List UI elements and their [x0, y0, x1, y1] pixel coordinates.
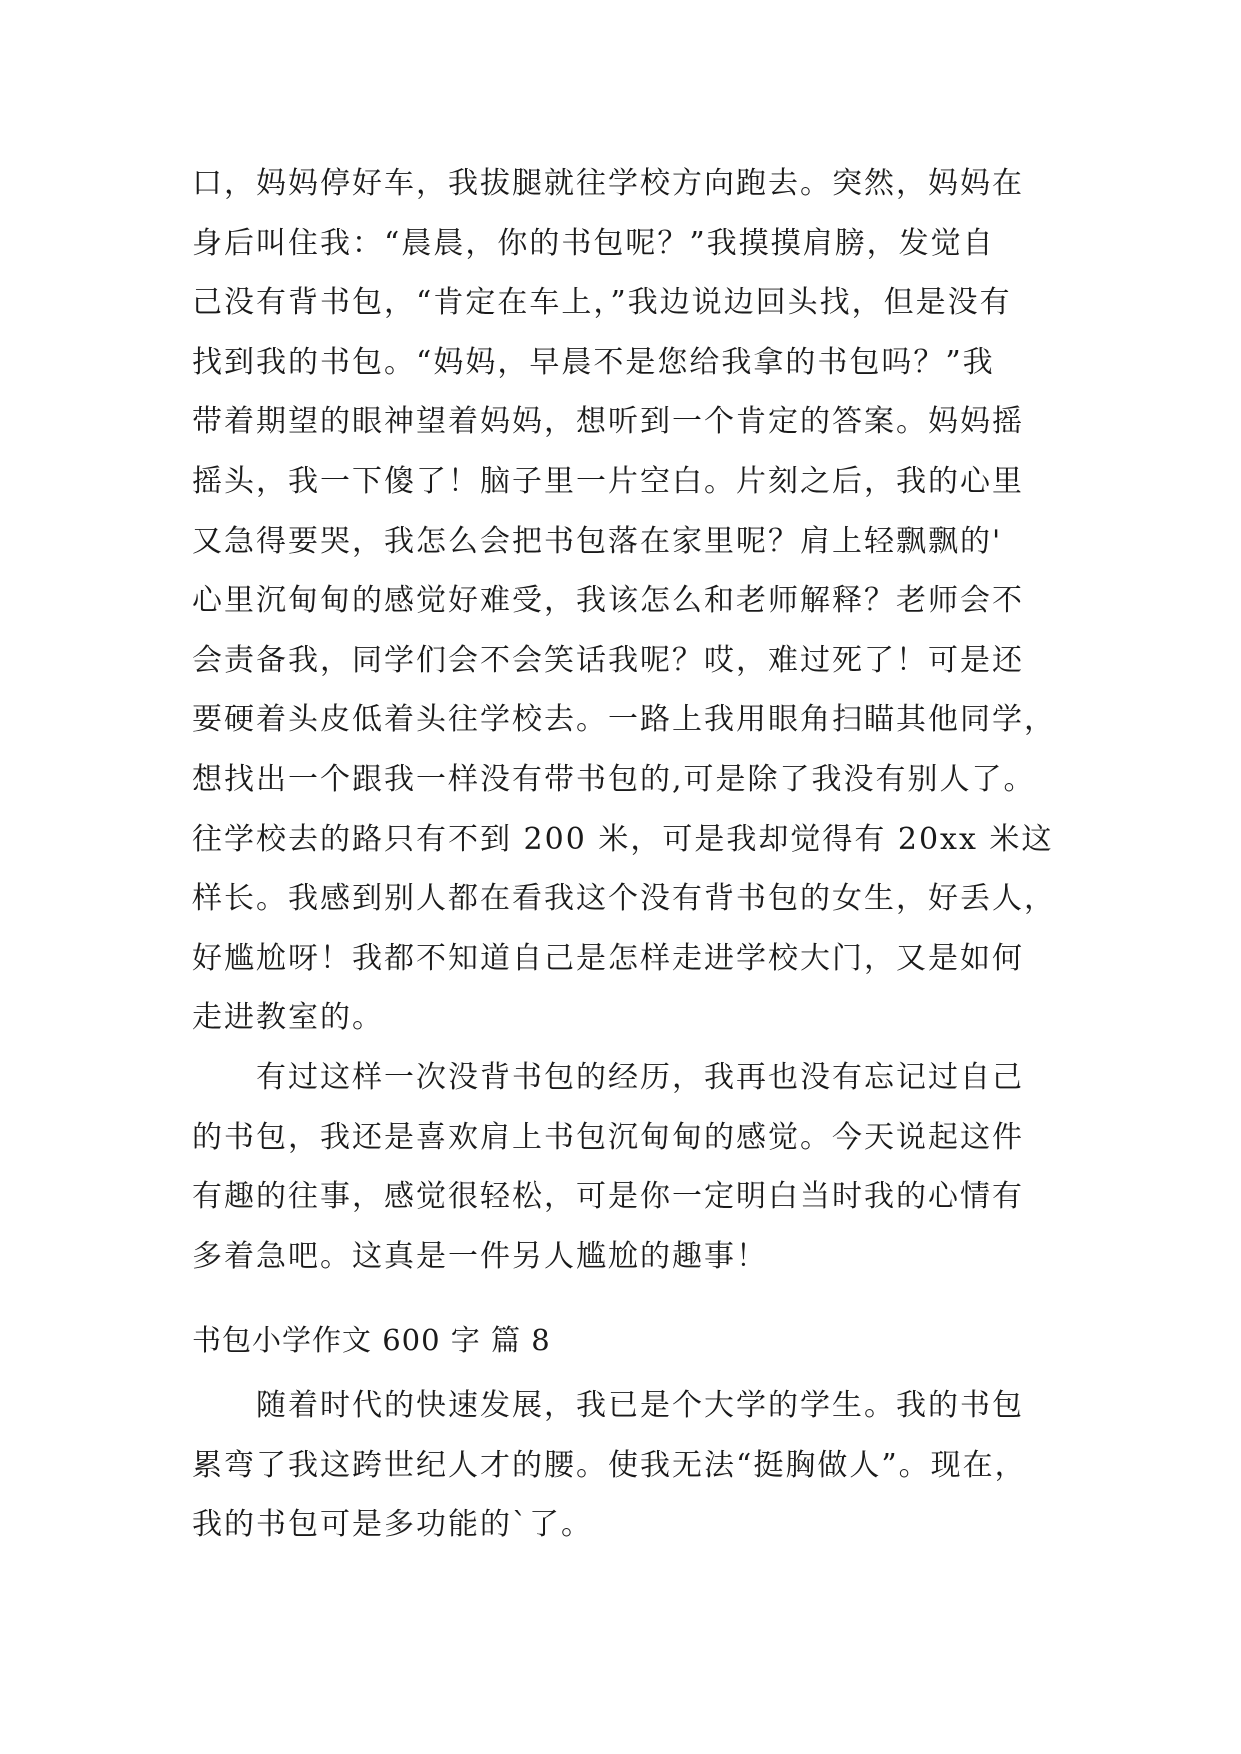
text-line: 好尴尬呀！我都不知道自己是怎样走进学校大门，又是如何 — [192, 940, 1024, 976]
text-line: 会责备我，同学们会不会笑话我呢？哎，难过死了！可是还 — [192, 642, 1024, 678]
text-line: 多着急吧。这真是一件另人尴尬的趣事！ — [192, 1238, 768, 1274]
text-line: 往学校去的路只有不到 200 米，可是我却觉得有 20xx 米这 — [192, 821, 1054, 857]
text-line: 又急得要哭，我怎么会把书包落在家里呢？肩上轻飘飘的' — [192, 523, 1003, 559]
text-line: 要硬着头皮低着头往学校去。一路上我用眼角扫瞄其他同学， — [192, 702, 1056, 738]
text-line: 我的书包可是多功能的`了。 — [192, 1507, 593, 1543]
text-line: 的书包，我还是喜欢肩上书包沉甸甸的感觉。今天说起这件 — [192, 1119, 1024, 1155]
text-line: 心里沉甸甸的感觉好难受，我该怎么和老师解释？老师会不 — [192, 583, 1024, 619]
text-line: 己没有背书包，“肯定在车上，”我边说边回头找，但是没有 — [192, 285, 1012, 321]
text-line: 想找出一个跟我一样没有带书包的,可是除了我没有别人了。 — [192, 761, 1036, 797]
text-line: 摇头，我一下傻了！脑子里一片空白。片刻之后，我的心里 — [192, 463, 1024, 499]
text-line: 样长。我感到别人都在看我这个没有背书包的女生，好丢人， — [192, 881, 1056, 917]
text-line: 带着期望的眼神望着妈妈，想听到一个肯定的答案。妈妈摇 — [192, 404, 1024, 440]
text-line: 累弯了我这跨世纪人才的腰。使我无法“挺胸做人”。现在， — [192, 1447, 1027, 1483]
text-line: 找到我的书包。“妈妈，早晨不是您给我拿的书包吗？”我 — [192, 344, 995, 380]
text-line: 随着时代的快速发展，我已是个大学的学生。我的书包 — [256, 1388, 1024, 1423]
paragraph-reflection — [192, 1048, 1052, 1286]
text-line: 身后叫住我：“晨晨，你的书包呢？”我摸摸肩膀，发觉自 — [192, 225, 995, 261]
text-line: 口，妈妈停好车，我拔腿就往学校方向跑去。突然，妈妈在 — [192, 166, 1024, 201]
text-line: 有趣的往事，感觉很轻松，可是你一定明白当时我的心情有 — [192, 1179, 1024, 1215]
paragraph-essay-8 — [192, 1376, 1052, 1555]
section-heading: 书包小学作文 600 字 篇 8 — [192, 1323, 551, 1357]
paragraph-continuation — [192, 154, 1056, 1048]
text-line: 有过这样一次没背书包的经历，我再也没有忘记过自己 — [256, 1060, 1024, 1095]
text-line: 走进教室的。 — [192, 1000, 384, 1036]
